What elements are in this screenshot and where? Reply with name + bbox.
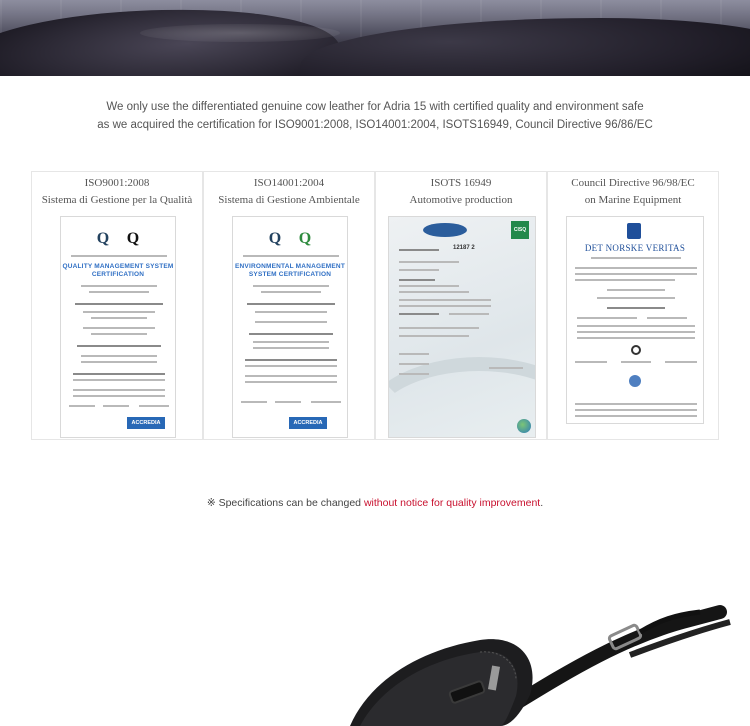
certificate-title: ISO14001:2004: [253, 177, 325, 189]
cisq-logo: CISQ: [511, 221, 529, 239]
certificate-subtitle: on Marine Equipment: [584, 194, 682, 206]
dnv-logo-icon: [627, 223, 641, 239]
globe-emblem-icon: [517, 419, 531, 433]
certificate-document-image: [232, 216, 348, 438]
certificate-title: ISO9001:2008: [84, 177, 150, 189]
iqnet-seal-icon: [423, 223, 467, 237]
certificate-number: 12187 2: [453, 245, 475, 251]
notice-suffix: .: [540, 497, 544, 509]
certificate-subtitle: Automotive production: [409, 194, 513, 206]
eco-q-logo: Q: [298, 230, 312, 247]
notice-highlight: without notice for quality improvement: [363, 497, 541, 509]
intro-line-1: We only use the differentiated genuine cow leather for Adria 15 with certified quality and environment safe: [106, 101, 644, 113]
document-heading: DET NORSKE VERITAS: [584, 243, 686, 253]
accredia-badge: ACCREDIA: [289, 417, 327, 429]
certificate-document-image: [388, 216, 536, 438]
dnv-seal-icon: [629, 375, 641, 387]
certificate-card-iso14001: [203, 171, 375, 440]
certificate-subtitle: Sistema di Gestione Ambientale: [218, 194, 360, 206]
certificate-document-image: [60, 216, 176, 438]
certificate-document-image: [566, 216, 704, 424]
leather-hides-photo: [0, 0, 750, 76]
certificate-title: Council Directive 96/98/EC: [571, 177, 695, 189]
certificate-gallery: [31, 171, 719, 440]
icec-logo: Q: [96, 230, 110, 247]
wheel-mark-icon: [631, 345, 641, 355]
document-heading: ENVIRONMENTAL MANAGEMENT SYSTEM CERTIFICATION: [234, 263, 345, 278]
certificate-title: ISOTS 16949: [430, 177, 492, 189]
document-heading: QUALITY MANAGEMENT SYSTEM CERTIFICATION: [62, 263, 174, 278]
intro-line-2: as we acquired the certification for ISO9001:2008, ISO14001:2004, ISOTS16949, Council Directive 96/86/EC: [97, 119, 653, 131]
certificate-card-isots16949: [375, 171, 547, 440]
certification-intro: [0, 98, 750, 134]
accredia-badge: ACCREDIA: [127, 417, 165, 429]
specification-notice: [0, 497, 750, 509]
q-mark-logo: Q: [126, 230, 140, 247]
icec-logo: Q: [268, 230, 282, 247]
leather-strap-product-photo: [330, 600, 750, 726]
notice-prefix: ※ Specifications can be changed: [206, 497, 364, 509]
certificate-card-marine-directive: [547, 171, 719, 440]
certificate-card-iso9001: [31, 171, 203, 440]
certificate-subtitle: Sistema di Gestione per la Qualità: [41, 194, 193, 206]
